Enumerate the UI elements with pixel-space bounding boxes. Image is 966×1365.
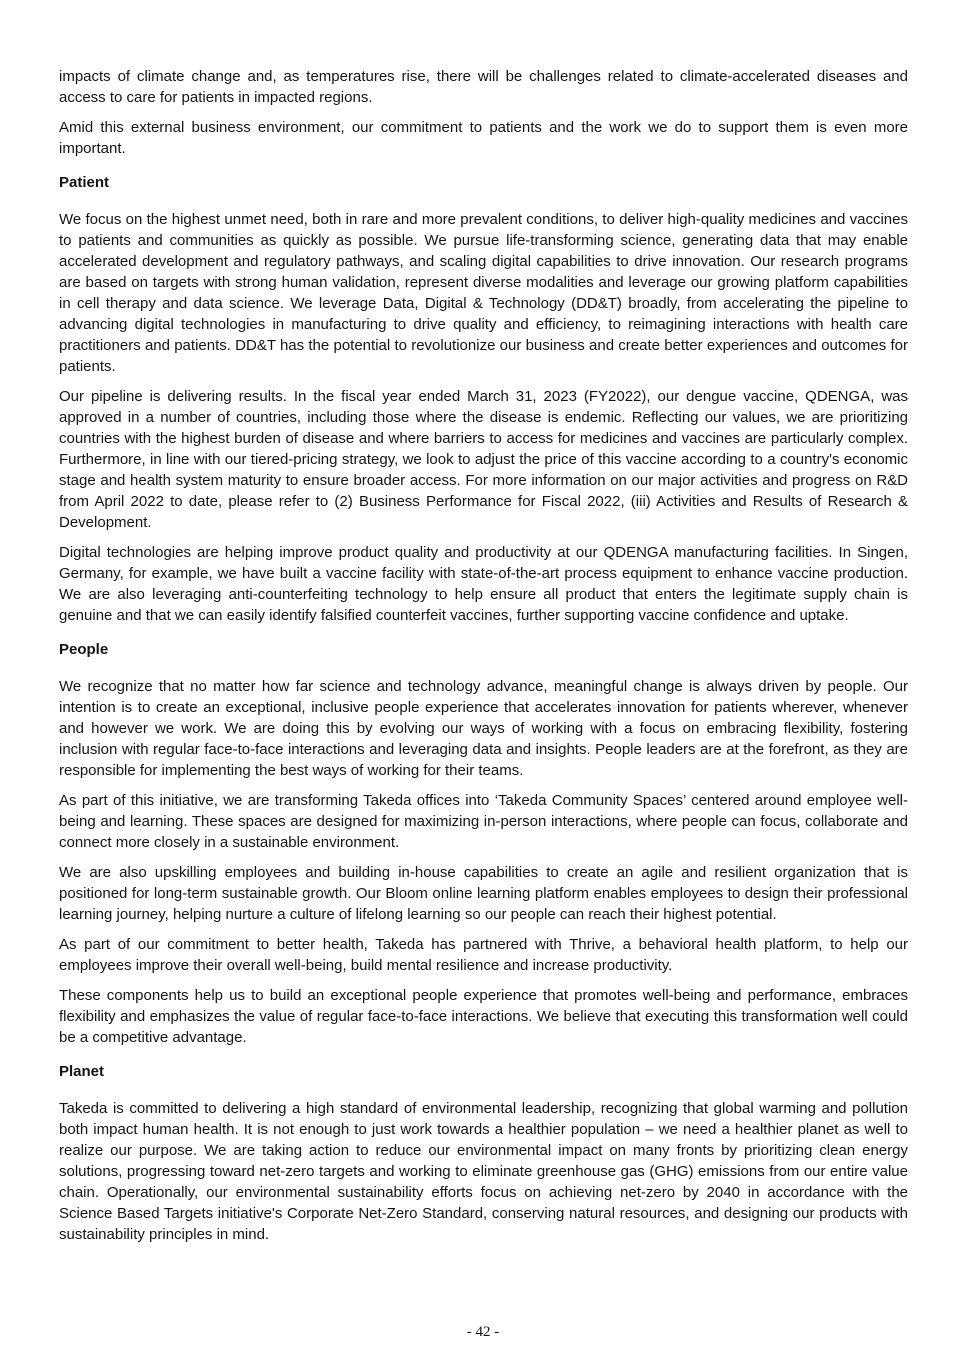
para-upskilling-bloom-platform: We are also upskilling employees and building in-house capabilities to create an agile and resilient organization that is positioned for long-term sustainable growth. Our Bloom online learning platform enables employees to design their professional learning journey, helping nurture a culture of lifelong learning so our people can reach their highest potential. xyxy=(59,864,908,923)
para-thrive-partnership: As part of our commitment to better health, Takeda has partnered with Thrive, a behavioral health platform, to help our employees improve their overall well-being, build mental resilience and increase productivity. xyxy=(59,936,908,974)
section-heading-people: People xyxy=(59,641,109,658)
para-digital-technologies-manufacturing: Digital technologies are helping improve product quality and productivity at our QDENGA manufacturing facilities. In Singen, Germany, for example, we have built a vaccine facility with state-of-the-art process equipment to enhance vaccine production. We are also leveraging anti-counterfeiting technology to help ensure all product that enters the legitimate supply chain is genuine and that we can easily identify falsified counterfeit vaccines, further supporting vaccine confidence and uptake. xyxy=(59,544,908,624)
para-planet-environmental-leadership: Takeda is committed to delivering a high standard of environmental leadership, recognizing that global warming and pollution both impact human health. It is not enough to just work towards a healthier population – we need a healthier planet as well to realize our purpose. We are taking action to reduce our environmental impact on many fronts by prioritizing clean energy solutions, progressing toward net-zero targets and working to eliminate greenhouse gas (GHG) emissions from our entire value chain. Operationally, our environmental sustainability efforts focus on achieving net-zero by 2040 in accordance with the Science Based Targets initiative's Corporate Net-Zero Standard, conserving natural resources, and designing our products with sustainability principles in mind. xyxy=(59,1100,908,1243)
para-people-meaningful-change: We recognize that no matter how far science and technology advance, meaningful change is always driven by people. Our intention is to create an exceptional, inclusive people experience that accelerates innovation for patients wherever, whenever and however we work. We are doing this by evolving our ways of working with a focus on embracing flexibility, fostering inclusion with regular face-to-face interactions and leveraging data and insights. People leaders are at the forefront, as they are responsible for implementing the best ways of working for their teams. xyxy=(59,678,908,779)
para-takeda-community-spaces: As part of this initiative, we are transforming Takeda offices into ‘Takeda Community Spaces’ centered around employee well-being and learning. These spaces are designed for maximizing in-person interactions, where people can focus, collaborate and connect more closely in a sustainable environment. xyxy=(59,792,908,851)
para-people-experience-summary: These components help us to build an exceptional people experience that promotes well-being and performance, embraces flexibility and emphasizes the value of regular face-to-face interactions. We believe that executing this transformation well could be a competitive advantage. xyxy=(59,987,908,1046)
section-heading-planet: Planet xyxy=(59,1063,105,1080)
para-climate-impacts-continuation: impacts of climate change and, as temperatures rise, there will be challenges related to climate-accelerated diseases and access to care for patients in impacted regions. xyxy=(59,68,908,106)
para-external-business-environment: Amid this external business environment, our commitment to patients and the work we do to support them is even more important. xyxy=(59,119,908,157)
para-pipeline-qdenga: Our pipeline is delivering results. In the fiscal year ended March 31, 2023 (FY2022), our dengue vaccine, QDENGA, was approved in a number of countries, including those where the disease is endemic. Reflecting our values, we are prioritizing countries with the highest burden of disease and where barriers to access for medicines and vaccines are particularly complex. Furthermore, in line with our tiered-pricing strategy, we look to adjust the price of this vaccine according to a country's economic stage and health system maturity to ensure broader access. For more information on our major activities and progress on R&D from April 2022 to date, please refer to (2) Business Performance for Fiscal 2022, (iii) Activities and Results of Research & Development. xyxy=(59,388,908,531)
section-heading-patient: Patient xyxy=(59,174,110,191)
para-patient-unmet-need: We focus on the highest unmet need, both in rare and more prevalent conditions, to deliver high-quality medicines and vaccines to patients and communities as quickly as possible. We pursue life-transforming science, generating data that may enable accelerated development and regulatory pathways, and scaling digital capabilities to drive innovation. Our research programs are based on targets with strong human validation, represent diverse modalities and leverage our growing platform capabilities in cell therapy and data science. We leverage Data, Digital & Technology (DD&T) broadly, from accelerating the pipeline to advancing digital technologies in manufacturing to drive quality and efficiency, to reimagining interactions with health care practitioners and patients. DD&T has the potential to revolutionize our business and create better experiences and outcomes for patients. xyxy=(59,211,908,375)
page-number: - 42 - xyxy=(466,1324,500,1340)
